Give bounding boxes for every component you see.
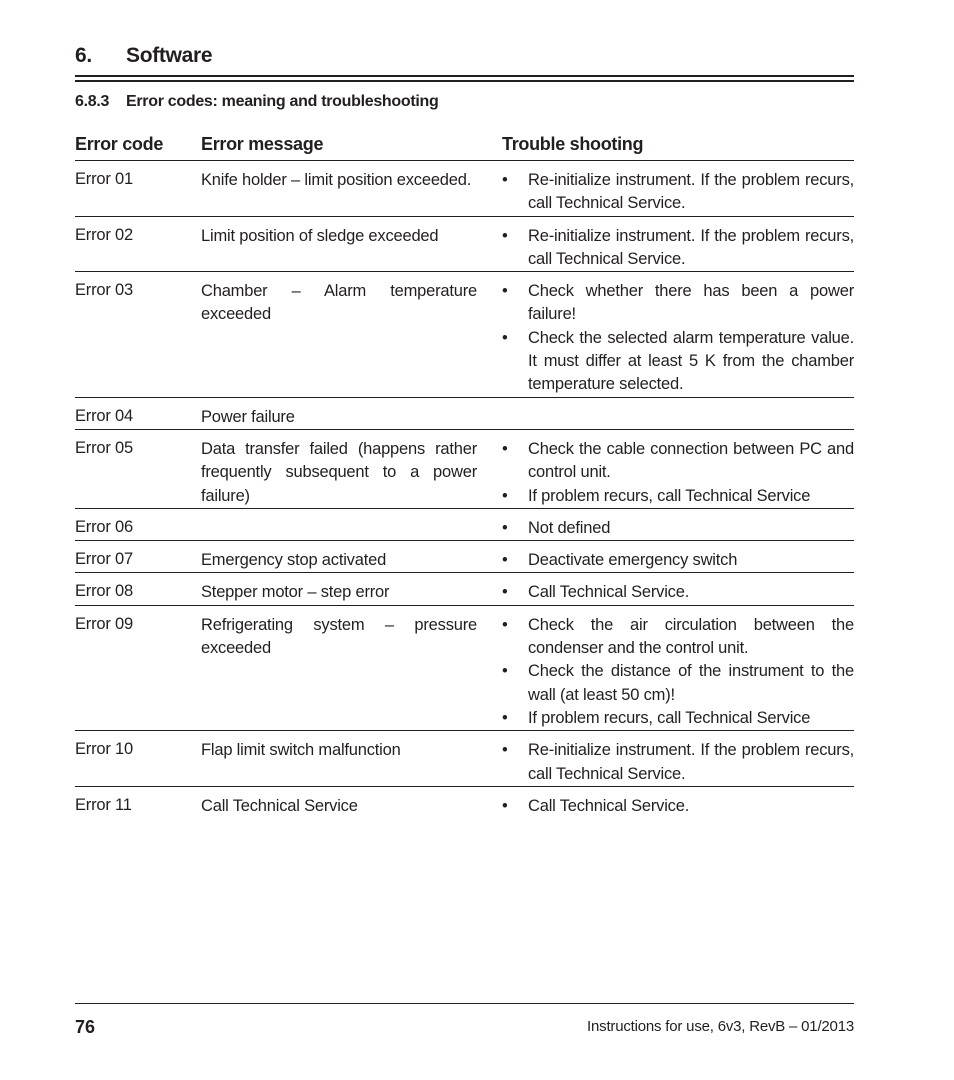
header-error-message: Error message <box>201 134 324 154</box>
trouble-shooting-step <box>502 581 854 604</box>
bullet-icon: • <box>502 282 508 301</box>
chapter-heading <box>75 44 212 68</box>
error-message-text: Data transfer failed (happens rather frequently subsequent to a power failure) <box>201 439 477 505</box>
trouble-shooting-cell <box>502 541 854 572</box>
document-reference: Instructions for use, 6v3, RevB – 01/2013 <box>587 1018 854 1035</box>
table-row <box>75 731 854 787</box>
error-code-cell: Error 06 <box>75 517 134 536</box>
error-message-cell <box>201 606 477 730</box>
page-number: 76 <box>75 1017 96 1037</box>
error-code-cell: Error 07 <box>75 550 134 569</box>
bullet-icon: • <box>502 439 508 458</box>
error-message-text: Stepper motor – step error <box>201 583 390 602</box>
trouble-shooting-list <box>502 739 854 786</box>
error-message-cell <box>201 161 477 216</box>
step-text: Check the cable connection between PC and control unit. <box>528 439 854 482</box>
error-message-cell <box>201 573 477 604</box>
table-row <box>75 272 854 397</box>
table-row <box>75 509 854 541</box>
trouble-shooting-step <box>502 280 854 327</box>
trouble-shooting-list <box>502 581 854 604</box>
error-message-cell <box>201 217 477 272</box>
error-message-text: Emergency stop activated <box>201 551 387 570</box>
error-message-cell <box>201 509 477 540</box>
step-text: Call Technical Service. <box>528 796 690 815</box>
trouble-shooting-step <box>502 485 854 508</box>
table-row <box>75 573 854 605</box>
trouble-shooting-list <box>502 169 854 216</box>
error-code-cell: Error 04 <box>75 406 134 425</box>
table-body <box>75 161 854 818</box>
header-rule-top <box>75 75 854 77</box>
error-message-text: Flap limit switch malfunction <box>201 741 401 760</box>
step-text: Deactivate emergency switch <box>528 551 738 570</box>
trouble-shooting-step <box>502 549 854 572</box>
trouble-shooting-cell <box>502 430 854 508</box>
table-row <box>75 398 854 430</box>
table-row <box>75 606 854 731</box>
trouble-shooting-step <box>502 169 854 216</box>
bullet-icon: • <box>502 796 508 815</box>
step-text: Re-initialize instrument. If the problem recurs, call Technical Service. <box>528 171 854 213</box>
bullet-icon: • <box>502 486 508 505</box>
table-row <box>75 787 854 818</box>
table-row <box>75 161 854 217</box>
trouble-shooting-list <box>502 549 854 572</box>
error-code-cell: Error 01 <box>75 170 134 188</box>
header-error-code: Error code <box>75 134 164 154</box>
error-code-cell: Error 09 <box>75 614 134 633</box>
section-number: 6.8.3 <box>75 93 110 110</box>
trouble-shooting-cell <box>502 787 854 818</box>
bullet-icon: • <box>502 708 508 727</box>
step-text: Re-initialize instrument. If the problem recurs, call Technical Service. <box>528 741 854 783</box>
table-row <box>75 217 854 273</box>
trouble-shooting-step <box>502 739 854 786</box>
header-trouble-shooting: Trouble shooting <box>502 134 644 154</box>
step-text: Not defined <box>528 518 611 537</box>
error-message-cell <box>201 398 477 429</box>
trouble-shooting-cell <box>502 217 854 272</box>
error-message-cell <box>201 731 477 786</box>
header-rule-bottom <box>75 80 854 82</box>
bullet-icon: • <box>502 518 508 537</box>
section-heading <box>75 93 438 111</box>
section-title: Error codes: meaning and troubleshooting <box>126 93 439 110</box>
error-message-cell <box>201 272 477 396</box>
step-text: Call Technical Service. <box>528 583 690 602</box>
trouble-shooting-cell <box>502 606 854 730</box>
error-message-text: Call Technical Service <box>201 796 358 815</box>
trouble-shooting-step <box>502 707 854 730</box>
error-message-cell <box>201 430 477 508</box>
trouble-shooting-step <box>502 438 854 485</box>
trouble-shooting-step <box>502 614 854 661</box>
error-message-text: Knife holder – limit position exceeded. <box>201 171 472 189</box>
bullet-icon: • <box>502 328 508 347</box>
error-code-cell: Error 08 <box>75 582 134 601</box>
table-header <box>75 131 854 161</box>
step-text: If problem recurs, call Technical Service <box>528 486 811 505</box>
trouble-shooting-list <box>502 225 854 272</box>
error-code-cell: Error 11 <box>75 795 132 814</box>
trouble-shooting-step <box>502 327 854 397</box>
error-message-text: Refrigerating system – pressure exceeded <box>201 615 477 658</box>
chapter-number: 6. <box>75 44 92 67</box>
table-row <box>75 541 854 573</box>
bullet-icon: • <box>502 662 508 681</box>
bullet-icon: • <box>502 171 508 189</box>
trouble-shooting-cell <box>502 398 854 429</box>
error-message-cell <box>201 541 477 572</box>
trouble-shooting-step <box>502 517 854 540</box>
step-text: Check the air circulation between the condenser and the control unit. <box>528 615 854 658</box>
step-text: Re-initialize instrument. If the problem recurs, call Technical Service. <box>528 226 854 268</box>
trouble-shooting-step <box>502 225 854 272</box>
error-code-cell: Error 10 <box>75 740 134 759</box>
step-text: Check the selected alarm temperature value. It must differ at least 5 K from the chamber temperature selected. <box>528 328 854 394</box>
trouble-shooting-list <box>502 438 854 508</box>
error-message-text: Chamber – Alarm temperature exceeded <box>201 282 477 324</box>
step-text: Check the distance of the instrument to the wall (at least 50 cm)! <box>528 662 854 704</box>
footer-rule <box>75 1003 854 1004</box>
trouble-shooting-list <box>502 795 854 818</box>
error-code-table <box>75 131 854 818</box>
error-code-cell: Error 03 <box>75 281 134 300</box>
trouble-shooting-list <box>502 614 854 730</box>
error-message-text: Limit position of sledge exceeded <box>201 226 439 245</box>
trouble-shooting-step <box>502 660 854 707</box>
error-code-cell: Error 02 <box>75 225 134 244</box>
error-message-cell <box>201 787 477 818</box>
step-text: Check whether there has been a power failure! <box>528 282 854 324</box>
trouble-shooting-cell <box>502 731 854 786</box>
error-message-text: Power failure <box>201 407 295 426</box>
trouble-shooting-list <box>502 280 854 396</box>
trouble-shooting-cell <box>502 509 854 540</box>
bullet-icon: • <box>502 583 508 602</box>
step-text: If problem recurs, call Technical Service <box>528 708 811 727</box>
bullet-icon: • <box>502 226 508 245</box>
trouble-shooting-step <box>502 795 854 818</box>
table-row <box>75 430 854 509</box>
bullet-icon: • <box>502 551 508 570</box>
error-code-cell: Error 05 <box>75 438 134 457</box>
bullet-icon: • <box>502 741 508 760</box>
trouble-shooting-list <box>502 517 854 540</box>
trouble-shooting-cell <box>502 161 854 216</box>
bullet-icon: • <box>502 615 508 634</box>
chapter-title: Software <box>126 44 213 67</box>
trouble-shooting-cell <box>502 573 854 604</box>
trouble-shooting-cell <box>502 272 854 396</box>
